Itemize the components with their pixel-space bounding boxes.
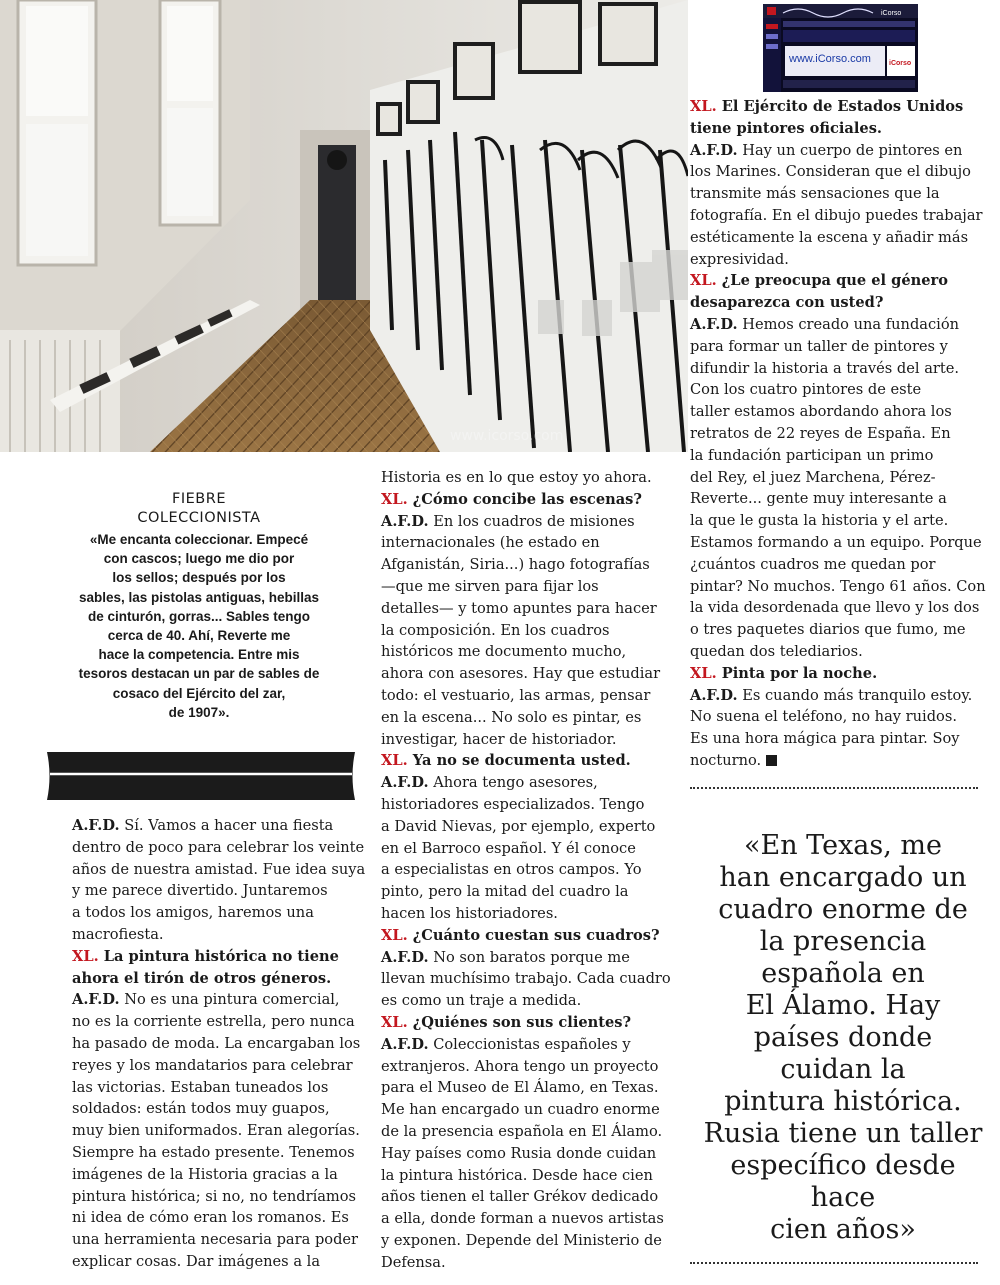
text-line <box>72 1098 372 1120</box>
pull-quote-line: Rusia tiene un taller <box>703 1118 983 1149</box>
text-line-content: pinto, pero la mitad del cuadro la <box>381 883 629 901</box>
text-line-content: hacen los historiadores. <box>381 904 558 922</box>
text-line <box>381 489 681 511</box>
xl-label: XL. <box>690 664 717 682</box>
text-line <box>72 1186 372 1208</box>
pull-quote <box>697 830 989 1246</box>
text-line-content: retratos de 22 reyes de España. En <box>690 424 951 442</box>
text-line-content: transmite más sensaciones que la <box>690 185 940 203</box>
text-line <box>690 532 990 554</box>
xl-label: XL. <box>72 947 99 965</box>
text-line-content: Pinta por la noche. <box>716 664 878 682</box>
sidebar-line: sables, las pistolas antiguas, hebillas <box>78 589 320 605</box>
text-column-1 <box>72 815 372 1273</box>
text-line <box>690 183 990 205</box>
text-line-content: en la escena... No solo es pintar, es <box>381 708 642 726</box>
text-line-content: ¿Le preocupa que el género <box>716 272 948 290</box>
text-column-3 <box>690 96 990 772</box>
text-line <box>690 140 990 162</box>
text-line <box>690 205 990 227</box>
text-line <box>690 619 990 641</box>
text-line <box>381 532 681 554</box>
text-line-content: No suena el teléfono, no hay ruidos. <box>690 708 957 726</box>
text-line-content: difundir la historia a través del arte. <box>690 359 960 377</box>
sidebar-line: tesoros destacan un par de sables de <box>78 666 320 682</box>
text-line <box>381 598 681 620</box>
text-line-content: tiene pintores oficiales. <box>690 119 883 137</box>
thumbnail-site-url: www.iCorso.com <box>789 53 871 65</box>
text-line <box>72 902 372 924</box>
text-line <box>690 488 990 510</box>
text-line-content: quedan dos telediarios. <box>690 642 863 660</box>
sidebar-title-line1: FIEBRE <box>172 491 226 507</box>
text-line-content: fotografía. En el dibujo puedes trabajar <box>690 206 983 224</box>
text-line <box>72 1164 372 1186</box>
text-line <box>690 118 990 140</box>
sidebar-line: con cascos; luego me dio por <box>103 551 295 567</box>
afd-label: A.F.D. <box>381 1035 429 1053</box>
text-line <box>690 750 990 772</box>
text-line-content: Es una hora mágica para pintar. Soy <box>690 730 960 748</box>
text-line <box>690 554 990 576</box>
text-line <box>690 358 990 380</box>
text-line <box>381 467 681 489</box>
pull-quote-line: la presencia <box>759 926 927 957</box>
sidebar-line: de cinturón, gorras... Sables tengo <box>87 608 311 624</box>
sidebar-line: hace la competencia. Entre mis <box>98 647 300 663</box>
text-line-content: para formar un taller de pintores y <box>690 337 948 355</box>
text-line <box>381 881 681 903</box>
text-line-content: la vida desordenada que llevo y los dos <box>690 599 980 617</box>
text-line-content: muy bien uniformados. Eran alegorías. <box>72 1122 360 1140</box>
text-line <box>690 96 990 118</box>
text-line <box>690 161 990 183</box>
text-line <box>381 859 681 881</box>
text-line-content: en el Barroco español. Y él conoce <box>381 839 636 857</box>
text-line-content: Me han encargado un cuadro enorme <box>381 1101 660 1119</box>
text-line <box>381 925 681 947</box>
text-column-2 <box>381 467 681 1273</box>
text-line-content: una herramienta necesaria para poder <box>72 1231 359 1249</box>
text-line <box>381 903 681 925</box>
text-line-content: Hay países como Rusia donde cuidan <box>381 1144 657 1162</box>
text-line-content: la pintura histórica. Desde hace cien <box>381 1166 653 1184</box>
xl-label: XL. <box>690 98 717 115</box>
text-line <box>381 1230 681 1252</box>
text-line <box>381 1186 681 1208</box>
text-line <box>381 1165 681 1187</box>
text-line <box>381 707 681 729</box>
pull-quote-line: cuadro enorme de <box>718 894 968 925</box>
text-line-content: Defensa. <box>381 1253 446 1271</box>
text-line-content: extranjeros. Ahora tengo un proyecto <box>381 1057 659 1075</box>
text-line-content: Coleccionistas españoles y <box>428 1035 631 1053</box>
photo-watermark: www.icorso.com <box>450 428 564 444</box>
text-line-content: macrofiesta. <box>72 925 164 943</box>
text-line <box>381 1143 681 1165</box>
text-line-content: historiadores especializados. Tengo <box>381 795 645 813</box>
text-line-content: o tres paquetes diarios que fumo, me <box>690 621 966 639</box>
text-line-content: a David Nievas, por ejemplo, experto <box>381 817 656 835</box>
text-line-content: Hemos creado una fundación <box>737 315 960 333</box>
text-line <box>72 859 372 881</box>
text-line-content: expresividad. <box>690 250 789 268</box>
sidebar-line: los sellos; después por los <box>112 570 286 586</box>
text-line-content: la composición. En los cuadros <box>381 621 610 639</box>
text-line-content: es como un traje a medida. <box>381 992 582 1010</box>
thumbnail-logo: iCorso <box>889 60 912 67</box>
text-line <box>72 815 372 837</box>
xl-label: XL. <box>381 926 408 944</box>
pull-quote-line: cien años» <box>770 1214 916 1245</box>
text-line <box>690 336 990 358</box>
text-line <box>381 663 681 685</box>
text-line-content: Estamos formando a un equipo. Porque <box>690 533 982 551</box>
text-line <box>381 576 681 598</box>
text-line <box>381 1034 681 1056</box>
text-line <box>381 729 681 751</box>
text-line-content: Afganistán, Siria...) hago fotografías <box>381 556 650 574</box>
xl-label: XL. <box>381 490 408 508</box>
sidebar-text <box>64 530 334 722</box>
text-line-content: No son baratos porque me <box>428 948 630 966</box>
afd-label: A.F.D. <box>381 774 429 792</box>
text-line-content: desaparezca con usted? <box>690 294 884 312</box>
pull-quote-line: El Álamo. Hay <box>745 990 941 1021</box>
text-line-content: ¿cuántos cuadros me quedan por <box>690 555 936 573</box>
pull-quote-line: específico desde hace <box>730 1150 956 1213</box>
text-line-content: todo: el vestuario, las armas, pensar <box>381 686 651 704</box>
text-line <box>381 620 681 642</box>
text-line-content: y me parece divertido. Juntaremos <box>72 882 328 900</box>
afd-label: A.F.D. <box>381 948 429 966</box>
text-line-content: nocturno. <box>690 751 762 769</box>
text-line-content: Es cuando más tranquilo estoy. <box>737 686 973 704</box>
text-line <box>381 1056 681 1078</box>
text-line-content: reyes y los mandatarios para celebrar <box>72 1056 353 1074</box>
text-line <box>381 990 681 1012</box>
text-line-content: taller estamos abordando ahora los <box>690 403 952 421</box>
text-line <box>690 249 990 271</box>
text-line-content: ahora con asesores. Hay que estudiar <box>381 665 661 683</box>
text-line <box>381 838 681 860</box>
text-line <box>72 1033 372 1055</box>
afd-label: A.F.D. <box>690 315 738 333</box>
text-line-content: internacionales (he estado en <box>381 534 600 552</box>
text-line-content: Reverte... gente muy interesante a <box>690 490 947 508</box>
text-line <box>381 1012 681 1034</box>
text-line <box>381 554 681 576</box>
xl-label: XL. <box>381 1013 408 1031</box>
text-line <box>690 227 990 249</box>
afd-label: A.F.D. <box>381 512 429 530</box>
text-line <box>381 685 681 707</box>
text-line-content: históricos me documento mucho, <box>381 643 627 661</box>
xl-label: XL. <box>381 752 408 770</box>
text-line <box>72 1142 372 1164</box>
text-line <box>690 510 990 532</box>
text-line-content: soldados: están todos muy guapos, <box>72 1100 330 1118</box>
text-line <box>690 685 990 707</box>
text-line <box>690 270 990 292</box>
text-line-content: Siempre ha estado presente. Tenemos <box>72 1143 355 1161</box>
pull-quote-line: cuidan la <box>780 1054 906 1085</box>
text-line-content: Con los cuatro pintores de este <box>690 381 922 399</box>
text-line-content: ¿Cuánto cuestan sus cuadros? <box>407 926 660 944</box>
text-line <box>381 947 681 969</box>
text-line <box>690 423 990 445</box>
text-line <box>381 750 681 772</box>
text-line <box>381 511 681 533</box>
text-line <box>72 1207 372 1229</box>
xl-label: XL. <box>690 272 717 290</box>
text-line <box>381 794 681 816</box>
sidebar-line: cerca de 40. Ahí, Reverte me <box>107 628 291 644</box>
text-line <box>690 379 990 401</box>
text-line <box>72 1055 372 1077</box>
thumbnail-brand: iCorso <box>881 10 902 17</box>
text-line-content: Historia es en lo que estoy yo ahora. <box>381 469 652 486</box>
pull-quote-line: española en <box>761 958 925 989</box>
sidebar-box <box>64 490 334 722</box>
text-line <box>72 1251 372 1273</box>
text-line-content: detalles— y tomo apuntes para hacer <box>381 599 657 617</box>
text-line-content: llevan muchísimo trabajo. Cada cuadro <box>381 970 671 988</box>
text-line-content: no es la corriente estrella, pero nunca <box>72 1013 355 1031</box>
text-line <box>72 880 372 902</box>
text-line <box>381 816 681 838</box>
text-line-content: a todos los amigos, haremos una <box>72 904 314 922</box>
text-line-content: a especialistas en otros campos. Yo <box>381 861 642 879</box>
text-line <box>72 1120 372 1142</box>
text-line-content: las victorias. Estaban tuneados los <box>72 1078 329 1096</box>
pull-quote-line: pintura histórica. <box>724 1086 962 1117</box>
text-line-content: ¿Cómo concibe las escenas? <box>407 490 642 508</box>
text-line <box>72 1229 372 1251</box>
text-line <box>690 576 990 598</box>
text-line <box>690 663 990 685</box>
afd-label: A.F.D. <box>690 686 738 704</box>
text-line <box>690 597 990 619</box>
sidebar-line: «Me encanta coleccionar. Empecé <box>89 532 309 547</box>
afd-label: A.F.D. <box>72 817 120 834</box>
dotted-rule-top <box>690 787 978 791</box>
text-line-content: los Marines. Consideran que el dibujo <box>690 163 971 181</box>
text-line <box>690 467 990 489</box>
dotted-rule-bottom <box>690 1262 978 1266</box>
text-line-content: explicar cosas. Dar imágenes a la <box>72 1252 321 1270</box>
hallway-photo <box>0 0 688 452</box>
text-line <box>72 837 372 859</box>
text-line <box>72 989 372 1011</box>
text-line-content: —que me sirven para fijar los <box>381 577 599 595</box>
text-line-content: Ahora tengo asesores, <box>428 774 598 792</box>
text-line <box>72 968 372 990</box>
text-line <box>690 728 990 750</box>
text-line <box>381 968 681 990</box>
text-line <box>381 1099 681 1121</box>
text-line-content: Ya no se documenta usted. <box>407 752 631 770</box>
text-line-content: imágenes de la Historia gracias a la <box>72 1165 338 1183</box>
text-line <box>381 1208 681 1230</box>
text-line <box>381 1077 681 1099</box>
text-line <box>381 1121 681 1143</box>
text-line-content: y exponen. Depende del Ministerio de <box>381 1231 662 1249</box>
text-line <box>72 946 372 968</box>
text-line-content: investigar, hacer de historiador. <box>381 730 617 748</box>
text-line-content: años tienen el taller Grékov dedicado <box>381 1188 659 1206</box>
text-line-content: El Ejército de Estados Unidos <box>716 98 964 115</box>
afd-label: A.F.D. <box>690 141 738 159</box>
text-line-content: para el Museo de El Álamo, en Texas. <box>381 1079 659 1097</box>
text-line-content: pintar? No muchos. Tengo 61 años. Con <box>690 577 986 595</box>
end-square-icon <box>766 755 777 766</box>
text-line <box>381 772 681 794</box>
text-line-content: estéticamente la escena y añadir más <box>690 228 969 246</box>
text-line <box>690 314 990 336</box>
text-line <box>381 641 681 663</box>
text-line-content: a ella, donde forman a nuevos artistas <box>381 1210 664 1228</box>
text-line-content: pintura histórica; si no, no tendríamos <box>72 1187 357 1205</box>
decorative-bar <box>44 752 358 800</box>
sidebar-line: cosaco del Ejército del zar, <box>112 685 286 701</box>
text-line <box>72 1077 372 1099</box>
website-thumbnail <box>763 4 918 92</box>
text-line <box>72 1011 372 1033</box>
text-line-content: años de nuestra amistad. Fue idea suya <box>72 860 366 878</box>
afd-label: A.F.D. <box>72 991 120 1009</box>
pull-quote-line: países donde <box>753 1022 933 1053</box>
sidebar-title-line2: COLECCIONISTA <box>137 510 261 526</box>
pull-quote-line: «En Texas, me <box>743 830 943 861</box>
text-line <box>690 401 990 423</box>
text-line-content: ha pasado de moda. La encargaban los <box>72 1034 361 1052</box>
text-line <box>381 1252 681 1274</box>
text-line-content: Sí. Vamos a hacer una fiesta <box>119 817 334 834</box>
sidebar-line: de 1907». <box>168 704 230 720</box>
pull-quote-line: han encargado un <box>719 862 967 893</box>
text-line <box>72 924 372 946</box>
text-line-content: Hay un cuerpo de pintores en <box>737 141 963 159</box>
text-line <box>690 292 990 314</box>
text-line-content: la que le gusta la historia y el arte. <box>690 512 949 530</box>
text-line-content: dentro de poco para celebrar los veinte <box>72 838 365 856</box>
text-line-content: La pintura histórica no tiene <box>98 947 339 965</box>
text-line <box>690 706 990 728</box>
text-line-content: No es una pintura comercial, <box>119 991 340 1009</box>
text-line-content: ¿Quiénes son sus clientes? <box>407 1013 632 1031</box>
text-line-content: En los cuadros de misiones <box>428 512 635 530</box>
text-line-content: del Rey, el juez Marchena, Pérez- <box>690 468 936 486</box>
text-line-content: ahora el tirón de otros géneros. <box>72 969 332 987</box>
text-line <box>690 445 990 467</box>
text-line <box>690 641 990 663</box>
text-line-content: ni idea de cómo eran los romanos. Es <box>72 1209 349 1227</box>
text-line-content: la fundación participan un primo <box>690 446 934 464</box>
text-line-content: de la presencia española en El Álamo. <box>381 1122 663 1140</box>
